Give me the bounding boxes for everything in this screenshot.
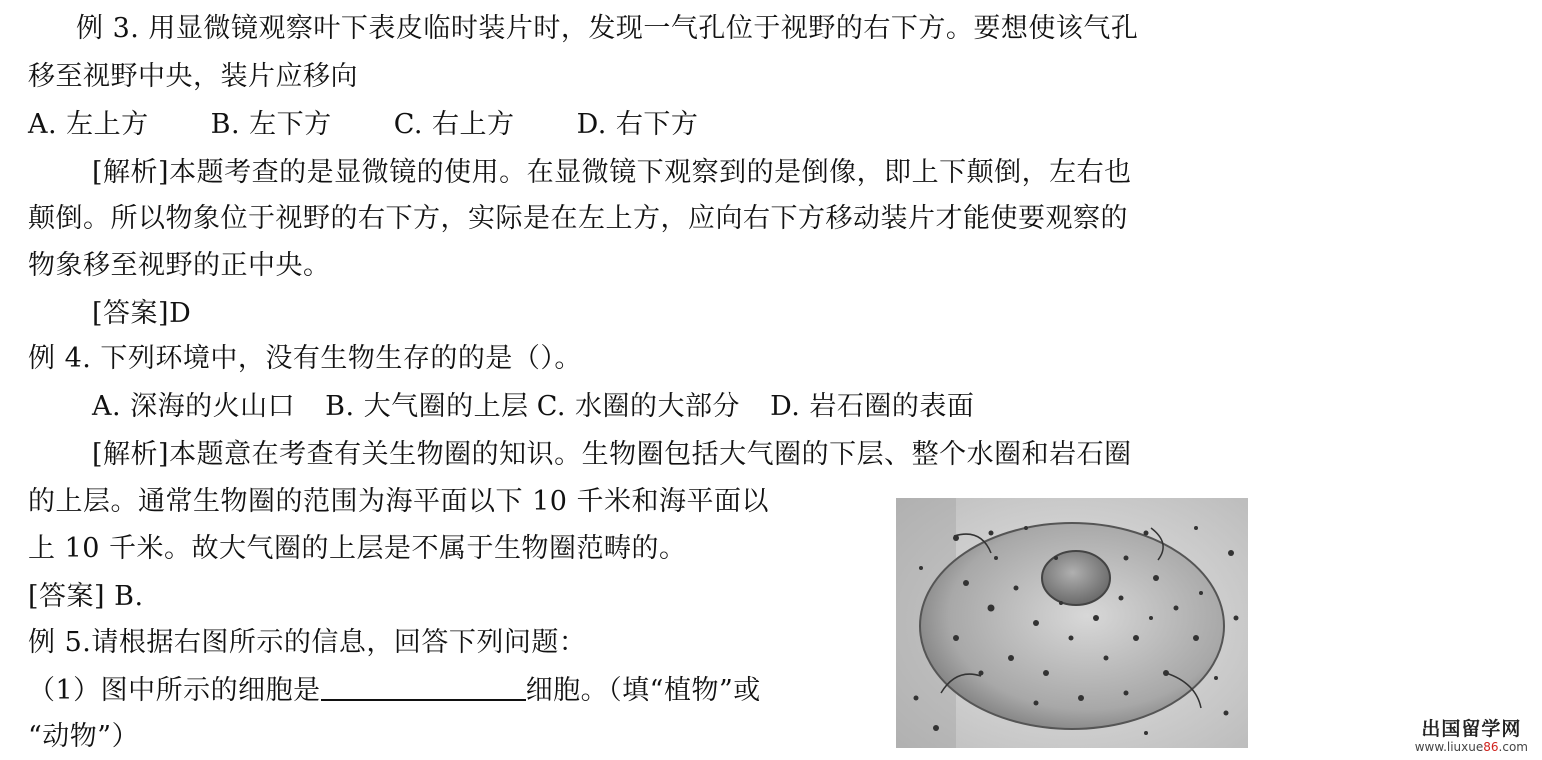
ex4-analysis-line1: [解析]本题意在考查有关生物圈的知识。生物圈包括大气圈的下层、整个水圈和岩石圈 (92, 439, 1132, 470)
ex3-analysis-line3: 物象移至视野的正中央。 (28, 250, 331, 281)
ex4-analysis-line2: 的上层。通常生物圈的范围为海平面以下 10 千米和海平面以 (28, 486, 770, 517)
ex5-q1 (28, 673, 761, 708)
ex3-question-line2: 移至视野中央，装片应移向 (28, 61, 358, 92)
ex4-analysis-line3: 上 10 千米。故大气圈的上层是不属于生物圈范畴的。 (28, 533, 687, 564)
animal-cell-figure (896, 498, 1248, 748)
ex4-option-a: A. 深海的火山口 (92, 391, 296, 422)
ex5-q1-answer-blank[interactable] (321, 673, 526, 701)
ex5-q1-line2: “动物”） (28, 721, 140, 752)
ex3-analysis-line2: 颠倒。所以物象位于视野的右下方，实际是在左上方，应向右下方移动装片才能使要观察的 (28, 203, 1128, 234)
ex4-options (92, 390, 1004, 424)
ex4-option-b: B. 大气圈的上层 (325, 391, 529, 422)
ex5-q1-suffix: 细胞。（填“植物”或 (525, 675, 761, 706)
ex4-option-c: C. 水圈的大部分 (536, 391, 741, 422)
ex3-answer: [答案]D (92, 298, 192, 329)
ex3-option-c: C. 右上方 (393, 109, 515, 140)
site-watermark (1415, 718, 1528, 754)
ex3-option-b: B. 左下方 (210, 109, 332, 140)
ex3-question-line1: 例 3. 用显微镜观察叶下表皮临时装片时，发现一气孔位于视野的右下方。要想使该气孔 (76, 13, 1139, 44)
watermark-url: www.liuxue86.com (1414, 740, 1528, 754)
cell-nucleus (1042, 551, 1110, 605)
ex5-q1-prefix: （1）图中所示的细胞是 (28, 675, 321, 706)
ex5-question: 例 5.请根据右图所示的信息，回答下列问题： (28, 627, 587, 658)
ex4-option-d: D. 岩石圈的表面 (770, 391, 975, 422)
ex4-question: 例 4. 下列环境中，没有生物生存的的是（）。 (28, 343, 582, 374)
ex3-option-a: A. 左上方 (28, 109, 149, 140)
ex4-answer: [答案] B. (28, 581, 144, 612)
ex3-options (28, 108, 698, 142)
ex3-option-d: D. 右下方 (576, 109, 699, 140)
ex3-analysis-line1: [解析]本题考查的是显微镜的使用。在显微镜下观察到的是倒像，即上下颠倒，左右也 (92, 157, 1132, 188)
watermark-site-name: 出国留学网 (1421, 718, 1522, 740)
